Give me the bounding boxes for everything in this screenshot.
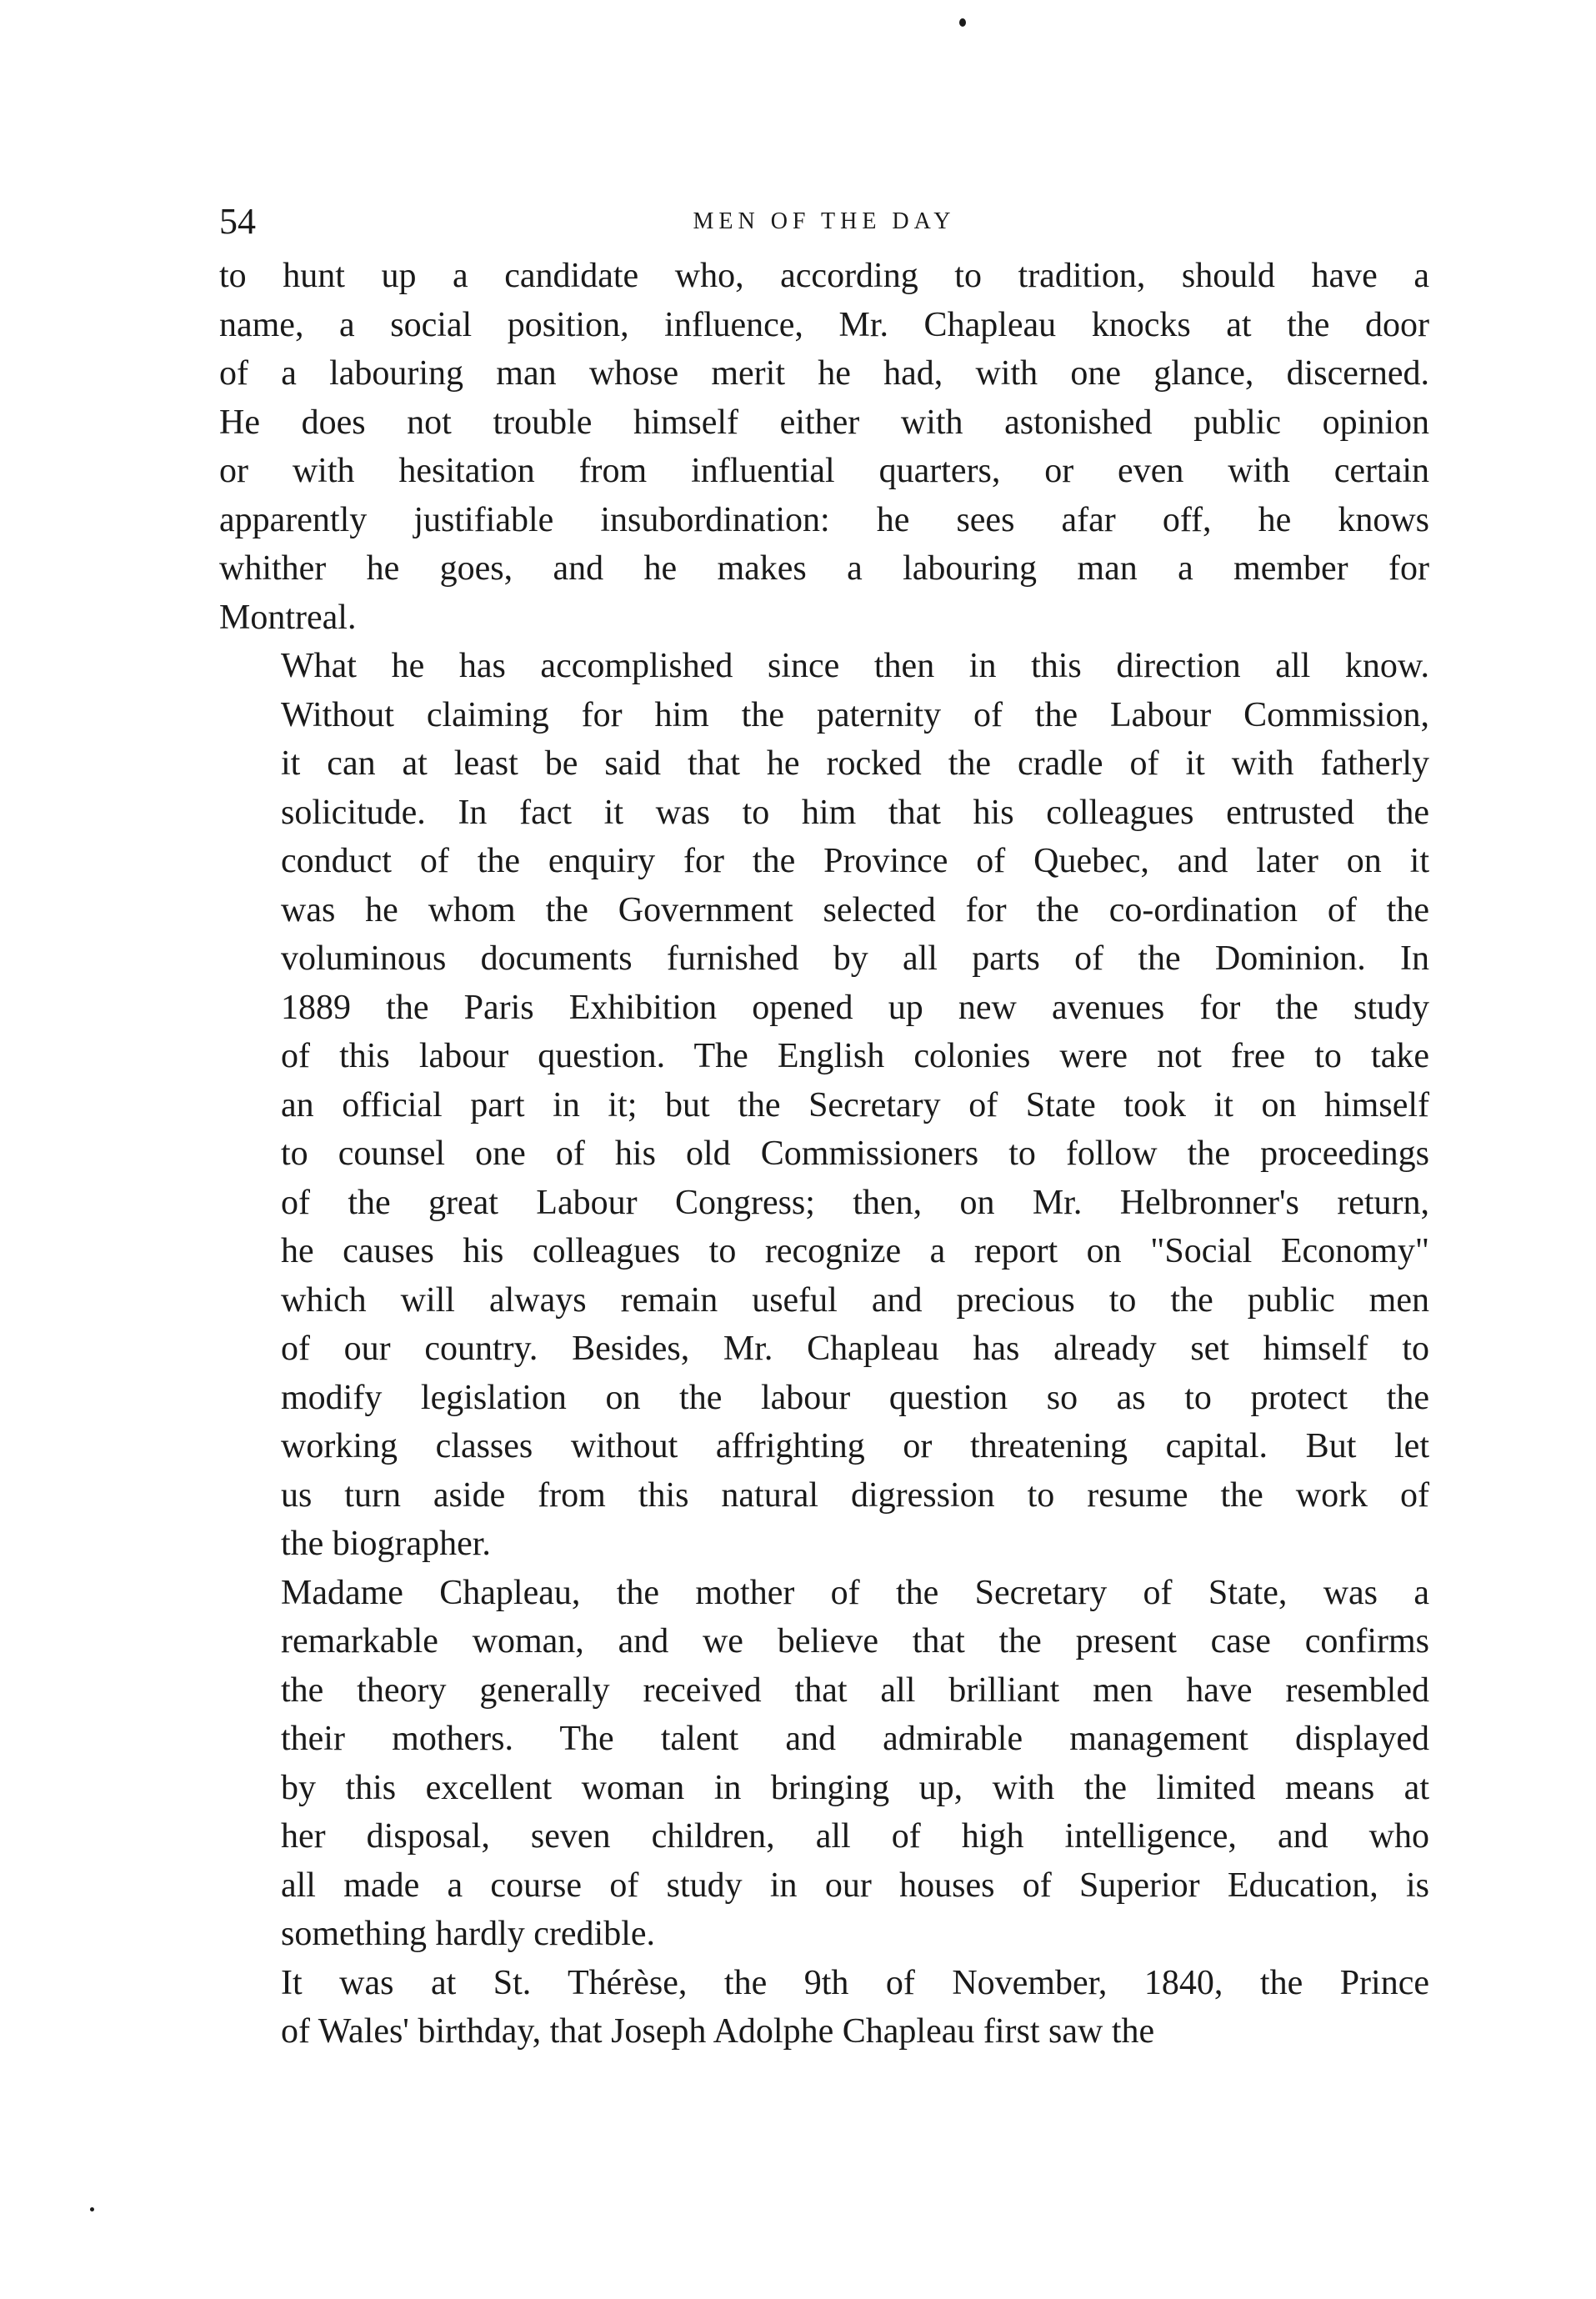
text-line: name, a social position, influence, Mr. Chapleau knocks at the door: [219, 305, 1429, 344]
text-line: of Wales' birthday, that Joseph Adolphe Chapleau first saw the: [281, 2012, 1155, 2051]
page-number: 54: [219, 201, 256, 242]
text-line: something hardly credible.: [281, 1915, 656, 1953]
text-line: whither he goes, and he makes a labouring man a member for: [219, 549, 1429, 588]
text-line: the theory generally received that all brilliant men have resembled: [281, 1670, 1429, 1710]
text-line: Madame Chapleau, the mother of the Secretary of State, was a: [281, 1573, 1429, 1612]
text-line: us turn aside from this natural digression to resume the work of: [281, 1475, 1429, 1515]
text-line: he causes his colleagues to recognize a report on "Social Economy": [281, 1232, 1429, 1270]
text-line: their mothers. The talent and admirable management displayed: [281, 1720, 1429, 1758]
paragraph: [219, 1959, 1429, 2056]
text-line: by this excellent woman in bringing up, with the limited means at: [281, 1768, 1429, 1807]
text-line: to counsel one of his old Commissioners to follow the proceedings: [281, 1134, 1429, 1173]
text-line: It was at St. Thérèse, the 9th of November, 1840, the Prince: [281, 1963, 1429, 2002]
text-line: was he whom the Government selected for the co-ordination of the: [281, 890, 1429, 929]
text-line: her disposal, seven children, all of high intelligence, and who: [281, 1817, 1429, 1856]
book-page: [219, 197, 1429, 2056]
paragraph: [219, 642, 1429, 1569]
text-line: voluminous documents furnished by all parts of the Dominion. In: [281, 939, 1429, 978]
running-head: [219, 197, 1429, 247]
text-line: or with hesitation from influential quarters, or even with certain: [219, 452, 1429, 490]
text-line: to hunt up a candidate who, according to tradition, should have a: [219, 257, 1429, 295]
ink-speck-top: [959, 18, 966, 27]
text-line: He does not trouble himself either with astonished public opinion: [219, 403, 1429, 442]
ink-speck-bottom: [90, 2207, 94, 2211]
text-line: which will always remain useful and precious to the public men: [281, 1280, 1429, 1320]
text-line: conduct of the enquiry for the Province of Quebec, and later on it: [281, 842, 1429, 880]
text-line: Without claiming for him the paternity of the Labour Commission,: [281, 695, 1429, 734]
paragraph: [219, 252, 1429, 642]
text-line: Montreal.: [219, 598, 357, 637]
text-line: apparently justifiable insubordination: he sees afar off, he knows: [219, 500, 1429, 539]
text-line: working classes without affrighting or threatening capital. But let: [281, 1427, 1429, 1465]
text-line: of the great Labour Congress; then, on Mr. Helbronner's return,: [281, 1183, 1429, 1222]
text-line: of a labouring man whose merit he had, with one glance, discerned.: [219, 354, 1429, 393]
paragraph: [219, 1569, 1429, 1959]
text-line: of our country. Besides, Mr. Chapleau has already set himself to: [281, 1330, 1429, 1368]
text-line: an official part in it; but the Secretary of State took it on himself: [281, 1085, 1429, 1124]
text-line: 1889 the Paris Exhibition opened up new avenues for the study: [281, 988, 1429, 1027]
running-title: MEN OF THE DAY: [693, 208, 956, 234]
text-line: What he has accomplished since then in this direction all know.: [281, 647, 1429, 685]
text-line: all made a course of study in our houses of Superior Education, is: [281, 1866, 1429, 1905]
text-line: solicitude. In fact it was to him that his colleagues entrusted the: [281, 793, 1429, 832]
text-line: modify legislation on the labour question so as to protect the: [281, 1378, 1429, 1417]
text-line: it can at least be said that he rocked the cradle of it with fatherly: [281, 744, 1429, 783]
text-line: remarkable woman, and we believe that the present case confirms: [281, 1622, 1429, 1660]
body-text: [219, 252, 1429, 2056]
text-line: of this labour question. The English colonies were not free to take: [281, 1037, 1429, 1075]
text-line: the biographer.: [281, 1525, 491, 1563]
